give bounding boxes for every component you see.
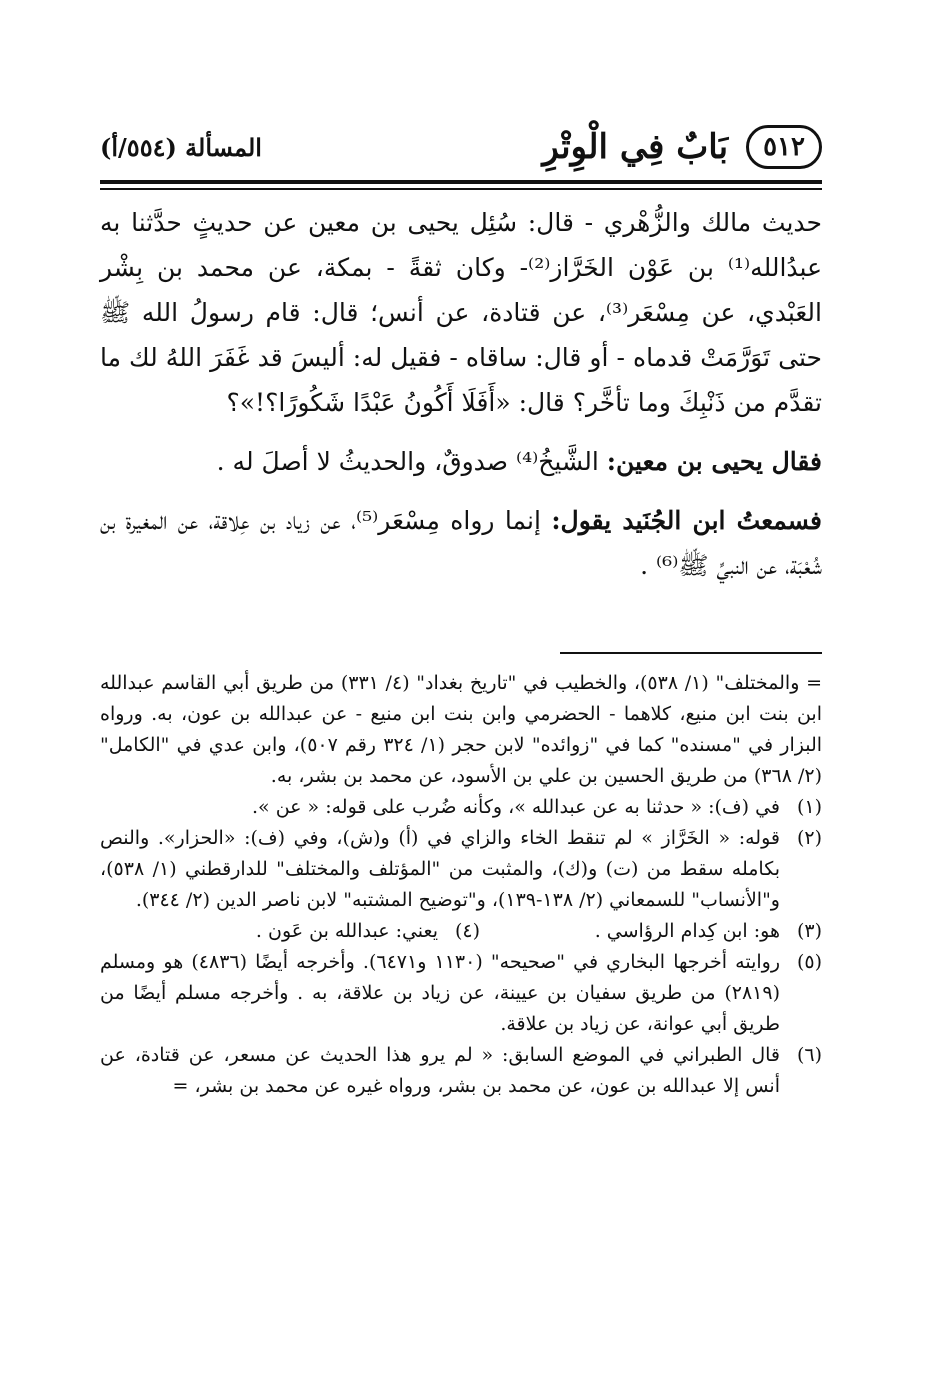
footnote-6: [100, 1040, 822, 1102]
footnote-number: (٣): [796, 920, 822, 942]
paragraph-2-lead: فقال يحيى بن معين:: [606, 447, 822, 476]
header-rule-thick: [100, 180, 822, 184]
issue-label: المسألة (٥٥٤/أ): [100, 132, 262, 162]
footnote-3-4: [100, 916, 822, 947]
page-header: [100, 118, 822, 176]
footnote-number: (١): [796, 796, 822, 818]
footnote-text: يعني: عبدالله بن عَون .: [255, 920, 438, 942]
header-right: [542, 125, 822, 169]
footnote-separator: [560, 652, 822, 654]
footnote-number: (٤): [454, 920, 480, 942]
footnote-continuation: = والمختلف" (١/ ٥٣٨)، والخطيب في "تاريخ بغداد" (٤/ ٣٣١) من طريق أبي القاسم عبدالله ابن بنت ابن منيع، كلاهما - الحضرمي وابن بنت ابن منيع - عن عبدالله بن عون، به. ورواه البزار في "مسنده" كما في "زوائده" لابن حجر (١/ ٣٢٤ رقم ٥٠٧)، وابن عدي في "الكامل" (٢/ ٣٦٨) من طريق الحسين بن علي بن الأسود، عن محمد بن بشر، به.: [100, 672, 823, 787]
footnote-number: (٥): [796, 951, 822, 973]
header-rule-thin: [100, 188, 822, 190]
paragraph-1: حديث مالك والزُّهْري - قال: سُئِل يحيى بن معين عن حديثٍ حدَّثنا به عبدُالله⁽¹⁾ بن عَوْن الخَرَّاز⁽²⁾- وكان ثقةً - بمكة، عن محمد بن بِشْر العَبْدي، عن مِسْعَر⁽³⁾، عن قتادة، عن أنس؛ قال: قام رسولُ الله ﷺ حتى تَوَرَّمَتْ قدماه - أو قال: ساقاه - فقيل له: أليسَ قد غَفَرَ اللهُ لك ما تقدَّم من ذَنْبِكَ وما تأخَّر؟ قال: «أَفَلَا أَكُونُ عَبْدًا شَكُورًا؟!»؟: [100, 208, 822, 417]
page-number: ٥١٢: [746, 125, 822, 169]
main-text: [100, 200, 822, 588]
paragraph-2-rest: الشَّيخُ⁽⁴⁾ صدوقٌ، والحديثُ لا أصلَ له .: [216, 447, 607, 476]
footnote-2: [100, 823, 822, 916]
paragraph-3: [100, 498, 822, 588]
footnote-text: روايته أخرجها البخاري في "صحيحه" (١١٣٠ و٦٤٧١). وأخرجه أيضًا (٤٨٣٦) هو ومسلم (٢٨١٩) من طريق سفيان بن عيينة، عن زياد بن علاقة، به . وأخرجه مسلم أيضًا من طريق أبي عوانة، عن زياد بن علاقة.: [100, 951, 780, 1035]
paragraph-2: [100, 439, 822, 484]
footnote-text: هو: ابن كِدام الرؤاسي .: [594, 920, 780, 942]
paragraph-3-rest: إنما رواه مِسْعَر⁽⁵⁾، عن زياد بن عِلاقة، عن المغيرة بن شُعْبَة، عن النبيِّ ﷺ⁽⁶⁾ .: [100, 506, 822, 580]
footnote-number: (٢): [796, 827, 822, 849]
footnotes: [100, 668, 822, 1102]
footnote-text: قوله: « الخَرَّاز » لم تنقط الخاء والزاي في (أ) و(ش)، وفي (ف): «الحزار». والنص بكامله سقط من (ت) و(ك)، والمثبت من "المؤتلف والمختلف" للدارقطني (١/ ٥٣٨)، و"الأنساب" للسمعاني (٢/ ١٣٨-١٣٩)، و"توضيح المشتبه" لابن ناصر الدين (٢/ ٣٤٤).: [100, 827, 780, 911]
footnote-1: [100, 792, 822, 823]
paragraph-3-lead: فسمعتُ ابن الجُنَيد يقول:: [551, 506, 822, 535]
footnote-5: [100, 947, 822, 1040]
footnote-number: (٦): [796, 1044, 822, 1066]
footnote-text: في (ف): « حدثنا به عن عبدالله »، وكأنه ضُرب على قوله: « عن ».: [252, 796, 780, 818]
footnote-text: قال الطبراني في الموضع السابق: « لم يرو هذا الحديث عن مسعر، عن قتادة، عن أنس إلا عبدالله بن عون، عن محمد بن بشر، ورواه غيره عن محمد بن بشر، =: [100, 1044, 780, 1097]
chapter-title: بَابٌ فِي الْوِتْرِ: [542, 127, 729, 167]
